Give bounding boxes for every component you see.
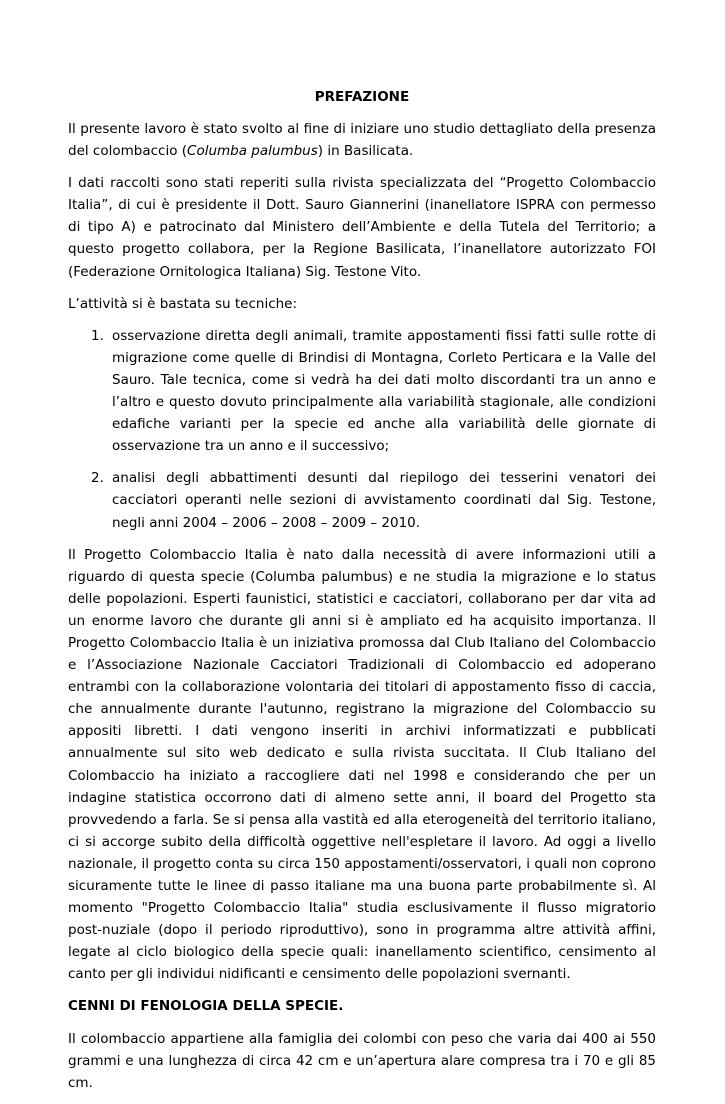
list-item-text: analisi degli abbattimenti desunti dal riepilogo dei tesserini venatori dei cacciatori operanti nelle sezioni di avvistamento coordinati dal Sig. Testone, negli anni 2004 – 2006 – 2008 – 2009 – 2010.	[112, 470, 656, 531]
phenology-paragraph: Il colombaccio appartiene alla famiglia dei colombi con peso che varia dai 400 ai 550 grammi e una lunghezza di circa 42 cm e un’apertura alare compresa tra i 70 e gli 85 cm.	[68, 1030, 656, 1091]
techniques-list	[68, 325, 656, 534]
intro-paragraph	[68, 118, 656, 162]
techniques-intro: L’attività si è bastata su tecniche:	[68, 295, 298, 312]
list-item-number: 1.	[91, 327, 104, 344]
document-page	[68, 86, 656, 1104]
list-item-text: osservazione diretta degli animali, tramite appostamenti fissi fatti sulle rotte di migrazione come quelle di Brindisi di Montagna, Corleto Perticara e la Valle del Sauro. Tale tecnica, come si vedrà ha dei dati molto discordanti tra un anno e l’altro e questo dovuto principalmente alla variabilità stagionale, alle condizioni edafiche varianti per la specie ed anche alla variabilità delle giornate di osservazione tra un anno e il successivo;	[112, 327, 656, 455]
intro-text-start: Il presente lavoro è stato svolto al fine di iniziare uno studio dettagliato della presenza del colombaccio (	[68, 121, 656, 160]
intro-text-end: ) in Basilicata.	[317, 143, 414, 160]
project-paragraph: Il Progetto Colombaccio Italia è nato dalla necessità di avere informazioni utili a riguardo di questa specie (Columba palumbus) e ne studia la migrazione e lo status delle popolazioni. Esperti faunistici, statistici e cacciatori, collaborano per dar vita ad un enorme lavoro che durante gli anni si è ampliato ed ha acquisito importanza. Il Progetto Colombaccio Italia è un iniziativa promossa dal Club Italiano del Colombaccio e l’Associazione Nazionale Cacciatori Tradizionali di Colombaccio ed adoperano entrambi con la collaborazione volontaria dei titolari di appostamento fisso di caccia, che annualmente durante l'autunno, registrano la migrazione del Colombaccio su appositi libretti. I dati vengono inseriti in archivi informatizzati e pubblicati annualmente sul sito web dedicato e sulla rivista succitata. Il Club Italiano del Colombaccio ha iniziato a raccogliere dati nel 1998 e considerando che per un indagine statistica occorrono dati di almeno sette anni, il board del Progetto sta provvedendo a farla. Se si pensa alla vastità ed alla eterogeneità del territorio italiano, ci si accorge subito della difficoltà oggettive nell'espletare il lavoro. Ad oggi a livello nazionale, il progetto conta su circa 150 appostamenti/osservatori, i quali non coprono sicuramente tutte le linee di passo italiane ma una buona parte probabilmente sì. Al momento "Progetto Colombaccio Italia" studia esclusivamente il flusso migratorio post-nuziale (dopo il periodo riproduttivo), sono in programma altre attività affini, legate al ciclo biologico della specie quali: inanellamento scientifico, censimento al canto per gli individui nidificanti e censimento delle popolazioni svernanti.	[68, 546, 656, 983]
data-sources-paragraph: I dati raccolti sono stati reperiti sulla rivista specializzata del “Progetto Colombaccio Italia”, di cui è presidente il Dott. Sauro Giannerini (inanellatore ISPRA con permesso di tipo A) e patrocinato dal Ministero dell’Ambiente e della Tutela del Territorio; a questo progetto collabora, per la Regione Basilicata, l’inanellatore autorizzato FOI (Federazione Ornitologica Italiana) Sig. Testone Vito.	[68, 175, 656, 280]
list-item	[68, 325, 656, 458]
page-title: PREFAZIONE	[314, 89, 410, 105]
list-item-number: 2.	[91, 470, 104, 487]
section-heading: CENNI DI FENOLOGIA DELLA SPECIE.	[68, 998, 344, 1015]
species-name: Columba palumbus	[187, 143, 318, 160]
list-item	[68, 467, 656, 533]
